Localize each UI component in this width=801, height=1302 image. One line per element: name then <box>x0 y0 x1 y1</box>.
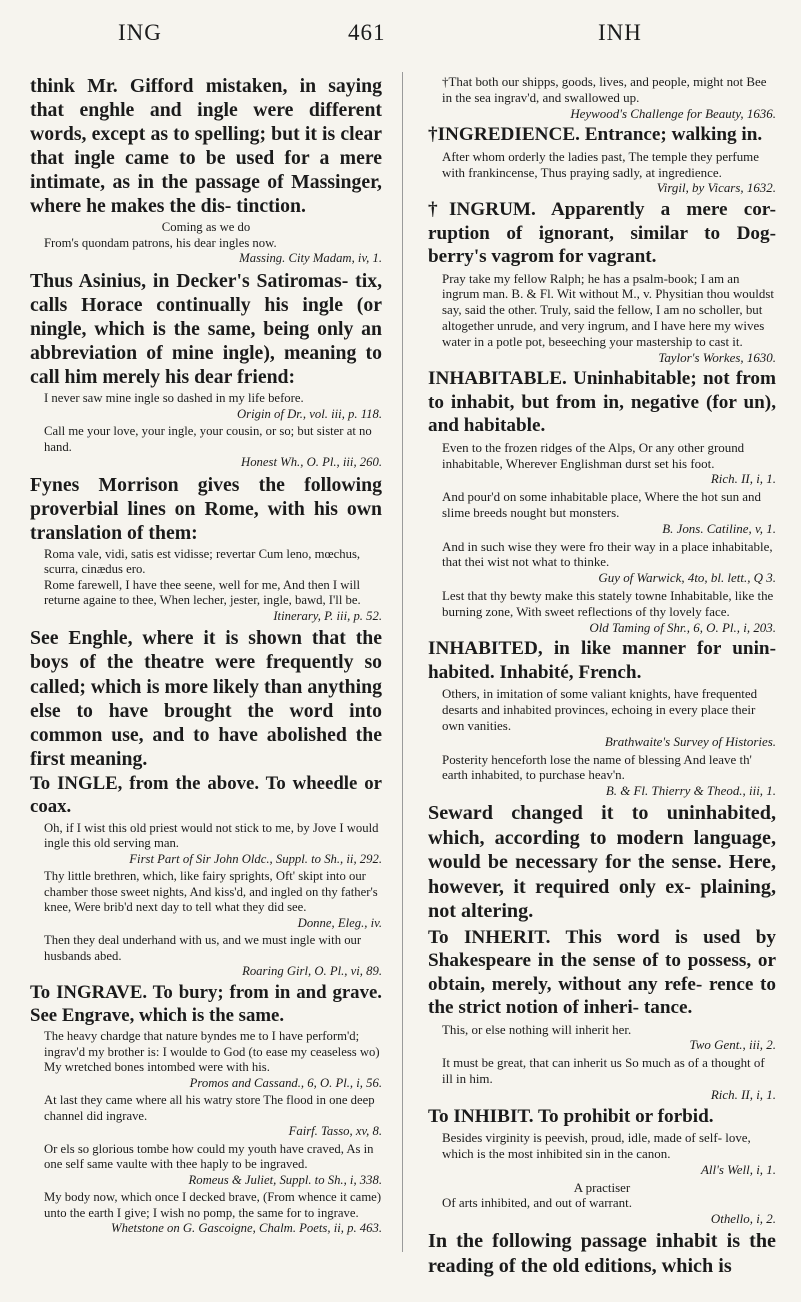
citation: Origin of Dr., vol. iii, p. 118. <box>237 406 382 421</box>
quotation: And in such wise they were fro their way in a place inhabitable, that thei wist not what to thinke. <box>442 538 773 570</box>
citation: Roaring Girl, O. Pl., vi, 89. <box>242 964 382 979</box>
page-number: 461 <box>348 20 386 45</box>
body-paragraph: Seward changed it to uninhabited, which, according to modern language, would be necessary for the sense. Here, however, it required only ex- plaining, not altering. <box>428 801 776 923</box>
quotation: And pour'd on some inhabitable place, Where the hot sun and slime breeds nought but monsters. <box>442 489 762 520</box>
body-paragraph: See Enghle, where it is shown that the boys of the theatre were frequently so called; which is more likely than anything else to have brought the word into common use, and to have abolished the first meaning. <box>30 627 382 770</box>
quotation: It must be great, that can inherit us So much as of a thought of ill in him. <box>442 1055 765 1087</box>
citation: All's Well, i, 1. <box>701 1161 776 1177</box>
quotation: My body now, which once I decked brave, (From whence it came) unto the earth I give; I wish no pomp, the same for to ingrave. <box>44 1190 382 1220</box>
quotation: Lest that thy bewty make this stately towne Inhabitable, like the burning zone, With sweet reflections of thy lovely face. <box>442 588 774 619</box>
quotation: After whom orderly the ladies past, The temple they perfume with frankincense, Thus praying sadly, at ingredience. <box>442 148 760 180</box>
quotation: Rome farewell, I have thee seene, well for me, And then I will returne againe to thee, When lecher, jester, ingle, bawd, I'll be. <box>44 577 361 608</box>
citation: Romeus & Juliet, Suppl. to Sh., i, 338. <box>188 1172 382 1187</box>
quotation: Posterity henceforth lose the name of blessing And leave th' earth inhabited, to purchase heav'n. <box>442 751 752 783</box>
citation: Honest Wh., O. Pl., iii, 260. <box>241 455 382 470</box>
header-right-guide-word: INH <box>598 20 642 45</box>
citation: Heywood's Challenge for Beauty, 1636. <box>570 105 776 121</box>
citation: Old Taming of Shr., 6, O. Pl., i, 203. <box>589 619 776 635</box>
quotation: Even to the frozen ridges of the Alps, Or any other ground inhabitable, Wherever Englishman durst set his foot. <box>442 439 745 471</box>
citation: B. & Fl. Thierry & Theod., iii, 1. <box>605 783 776 799</box>
citation: Itinerary, P. iii, p. 52. <box>273 608 382 623</box>
body-paragraph: think Mr. Gifford mistaken, in saying that enghle and ingle were different words, except as to spelling; but it is clear that ingle came to be used for a mere intimate, as in the passage of Massinger, where he makes the dis- tinction. <box>30 75 382 218</box>
citation: Donne, Eleg., iv. <box>297 915 382 930</box>
header-left-guide-word: ING <box>118 20 162 45</box>
body-paragraph: In the following passage inhabit is the reading of the old editions, which is <box>428 1230 776 1277</box>
dictionary-entry: To INGRAVE. To bury; from in and grave. See Engrave, which is the same. <box>30 981 382 1026</box>
citation: First Part of Sir John Oldc., Suppl. to Sh., ii, 292. <box>129 851 382 866</box>
dictionary-entry: INHABITABLE. Uninhabitable; not from to inhabit, but from in, negative (for un), and habitable. <box>428 368 776 437</box>
quotation: Of arts inhibited, and out of warrant. <box>442 1195 632 1211</box>
citation: Fairf. Tasso, xv, 8. <box>288 1124 382 1139</box>
body-paragraph: Thus Asinius, in Decker's Satiromas- tix, calls Horace continually his ingle (or ningle, which is the same, being only an abbreviation of mine ingle), meaning to call him merely his dear friend: <box>30 269 382 389</box>
quotation: From's quondam patrons, his dear ingles now. <box>44 235 277 250</box>
dictionary-entry: To INHIBIT. To prohibit or forbid. <box>428 1105 714 1127</box>
quotation: At last they came where all his watry store The flood in one deep channel did ingrave. <box>44 1093 375 1123</box>
quotation: Besides virginity is peevish, proud, idle, made of self- love, which is the most inhibited sin in the canon. <box>442 1130 751 1161</box>
quotation: I never saw mine ingle so dashed in my life before. <box>44 391 304 406</box>
quotation-line: A practiser <box>573 1179 631 1195</box>
dictionary-entry: To INHERIT. This word is used by Shakespeare in the sense of to possess, or obtain, merely, without any refe- rence to the strict notion of inheri- tance. <box>428 926 776 1019</box>
quotation: This, or else nothing will inherit her. <box>442 1021 632 1037</box>
quotation: Or els so glorious tombe how could my youth have craved, As in one self same vaulte with thee haply to be ingraved. <box>44 1141 374 1172</box>
quotation: Others, in imitation of some valiant knights, have frequented desarts and inhabited provinces, echoing in every place their own vanities. <box>442 686 758 733</box>
citation: Promos and Cassand., 6, O. Pl., i, 56. <box>189 1075 382 1090</box>
left-column <box>30 74 382 1239</box>
citation: Guy of Warwick, 4to, bl. lett., Q 3. <box>598 570 776 586</box>
dictionary-entry: †INGRUM. Apparently a mere cor- ruption of ignorant, similar to Dog- berry's vagrom for vagrant. <box>428 199 776 268</box>
quotation: Pray take my fellow Ralph; he has a psalm-book; I am an ingrum man. B. & Fl. Wit without M., v. Physitian thou wouldst say, said the other. Truly, said the fellow, I am no scholler, but altogether unrude, and very ingrum, and I have here my wives water in a potle pot, beseeching your mastership to cast it. <box>442 270 774 349</box>
citation: Othello, i, 2. <box>710 1211 776 1227</box>
citation: B. Jons. Catiline, v, 1. <box>662 520 776 536</box>
quotation: Oh, if I wist this old priest would not stick to me, by Jove I would ingle this old serving man. <box>44 820 379 851</box>
citation: Rich. II, i, 1. <box>710 1086 776 1102</box>
quotation: Call me your love, your ingle, your cousin, or so; but sister at no hand. <box>44 424 372 454</box>
quotation: Thy little brethren, which, like fairy sprights, Oft' skipt into our chamber those sweet nights, And kiss'd, and ingled on thy father's knee, Were brib'd next day to tell what they did see. <box>44 869 378 915</box>
dictionary-entry: INHABITED, in like manner for unin- habited. Inhabité, French. <box>428 638 776 683</box>
citation: Massing. City Madam, iv, 1. <box>239 251 382 266</box>
running-header <box>34 20 767 60</box>
quotation: †That both our shipps, goods, lives, and people, might not Bee in the sea ingrav'd, and swallowed up. <box>442 74 767 105</box>
quotation: The heavy chardge that nature byndes me to I have perform'd; ingrav'd my brother is: I woulde to God (to ease my ceaseless wo) My wretched bones intombed were with his. <box>44 1029 380 1075</box>
body-paragraph: Fynes Morrison gives the following proverbial lines on Rome, with his own translation of them: <box>30 473 382 544</box>
citation: Brathwaite's Survey of Histories. <box>604 733 776 749</box>
column-divider <box>402 72 403 1252</box>
citation: Rich. II, i, 1. <box>710 471 776 487</box>
citation: Taylor's Workes, 1630. <box>658 349 776 365</box>
right-column <box>428 74 776 1280</box>
citation: Virgil, by Vicars, 1632. <box>656 180 776 196</box>
citation: Two Gent., iii, 2. <box>689 1037 776 1053</box>
quotation-line: Coming as we do <box>161 220 251 235</box>
quotation: Roma vale, vidi, satis est vidisse; revertar Cum leno, mœchus, scurra, cinædus ero. <box>44 546 361 577</box>
citation: Whetstone on G. Gascoigne, Chalm. Poets, ii, p. 463. <box>111 1221 382 1236</box>
dictionary-entry: †INGREDIENCE. Entrance; walking in. <box>428 124 763 146</box>
quotation: Then they deal underhand with us, and we must ingle with our husbands abed. <box>44 933 362 963</box>
dictionary-entry: To INGLE, from the above. To wheedle or coax. <box>30 772 382 817</box>
